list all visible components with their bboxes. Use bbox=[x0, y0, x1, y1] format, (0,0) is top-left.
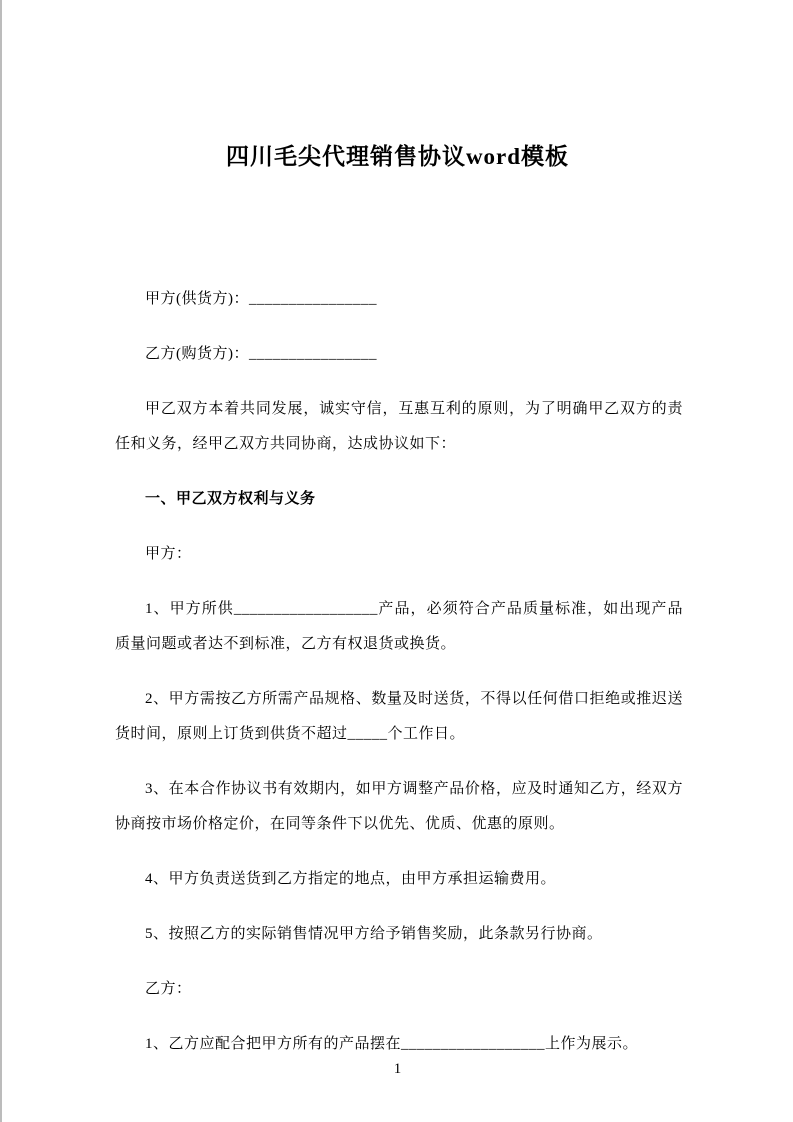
preamble-paragraph: 甲乙双方本着共同发展，诚实守信，互惠互利的原则，为了明确甲乙双方的责任和义务，经甲乙双方共同协商，达成协议如下： bbox=[115, 401, 683, 452]
party-b-clause-1: 1、乙方应配合把甲方所有的产品摆在__________________上作为展示。 bbox=[145, 1036, 639, 1052]
party-a-clause-3: 3、在本合作协议书有效期内，如甲方调整产品价格，应及时通知乙方，经双方协商按市场价格定价，在同等条件下以优先、优质、优惠的原则。 bbox=[115, 781, 683, 832]
party-a-label: 甲方： bbox=[145, 546, 192, 562]
page-number: 1 bbox=[393, 1061, 402, 1077]
party-a-clause-5: 5、按照乙方的实际销售情况甲方给予销售奖励，此条款另行协商。 bbox=[145, 926, 603, 942]
party-a-line: 甲方(供货方)：________________ bbox=[145, 291, 377, 307]
party-a-clause-4: 4、甲方负责送货到乙方指定的地点，由甲方承担运输费用。 bbox=[145, 871, 557, 887]
party-b-line: 乙方(购货方)：________________ bbox=[145, 346, 377, 362]
party-b-label: 乙方： bbox=[145, 981, 192, 997]
party-a-clause-1: 1、甲方所供__________________产品，必须符合产品质量标准，如出现产品质量问题或者达不到标准，乙方有权退货或换货。 bbox=[115, 601, 683, 652]
section-heading-rights-obligations: 一、甲乙双方权利与义务 bbox=[145, 491, 316, 507]
document-body bbox=[115, 282, 683, 1082]
document-title: 四川毛尖代理销售协议word模板 bbox=[225, 144, 570, 169]
party-a-clause-2: 2、甲方需按乙方所需产品规格、数量及时送货，不得以任何借口拒绝或推迟送货时间，原则上订货到供货不超过_____个工作日。 bbox=[115, 691, 683, 742]
